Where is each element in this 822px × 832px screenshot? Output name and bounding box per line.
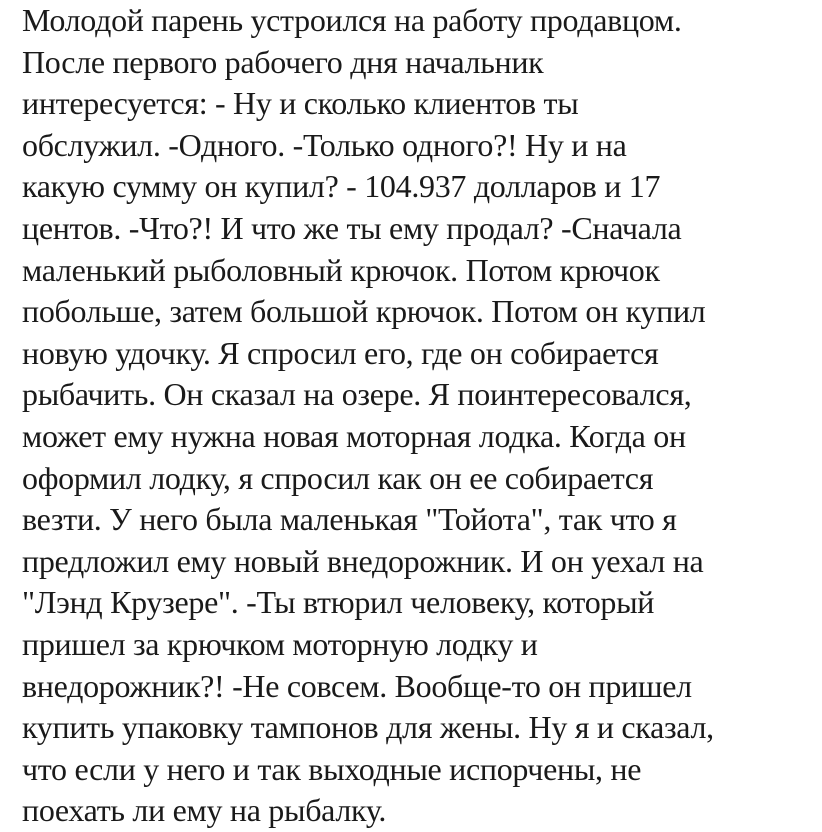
text-line: везти. У него была маленькая "Тойота", так что я <box>22 501 677 538</box>
text-line: маленький рыболовный крючок. Потом крючок <box>22 251 660 288</box>
text-line: предложил ему новый внедорожник. И он уехал на <box>22 542 704 579</box>
text-line: интересуется: - Ну и сколько клиентов ты <box>22 85 579 122</box>
text-line: какую сумму он купил? - 104.937 долларов и 17 <box>22 168 661 205</box>
text-line: что если у него и так выходные испорчены, не <box>22 750 642 787</box>
text-line: обслужил. -Одного. -Только одного?! Ну и на <box>22 126 627 163</box>
joke-text <box>22 0 812 832</box>
text-line: пришел за крючком моторную лодку и <box>22 625 538 662</box>
text-line: может ему нужна новая моторная лодка. Когда он <box>22 417 686 454</box>
text-line: оформил лодку, я спросил как он ее собирается <box>22 459 654 496</box>
text-line: Молодой парень устроился на работу продавцом. <box>22 2 682 38</box>
text-line: новую удочку. Я спросил его, где он собирается <box>22 334 659 371</box>
text-line: центов. -Что?! И что же ты ему продал? -Сначала <box>22 209 682 246</box>
text-line: внедорожник?! -Не совсем. Вообще-то он пришел <box>22 667 692 704</box>
text-line: рыбачить. Он сказал на озере. Я поинтересовался, <box>22 376 692 413</box>
text-line: После первого рабочего дня начальник <box>22 43 544 80</box>
text-line: "Лэнд Крузере". -Ты втюрил человеку, который <box>22 584 655 621</box>
text-line: купить упаковку тампонов для жены. Ну я и сказал, <box>22 709 714 746</box>
text-line: поехать ли ему на рыбалку. <box>22 792 387 829</box>
text-line: побольше, затем большой крючок. Потом он купил <box>22 293 706 330</box>
